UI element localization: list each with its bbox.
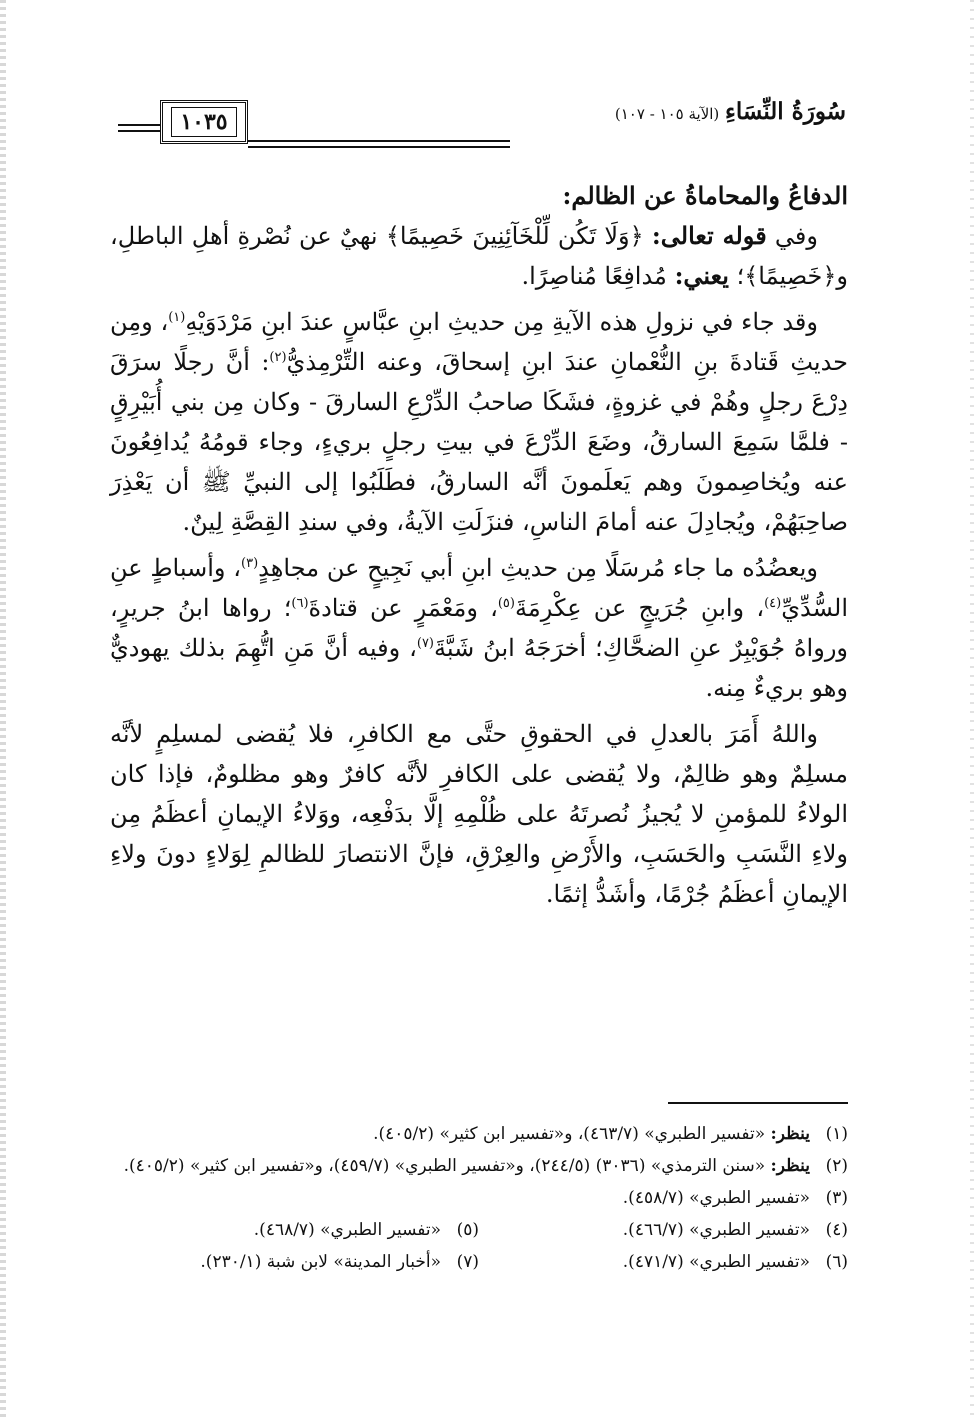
footnote-ref: (٢): [269, 350, 287, 365]
footnote-number: (١): [825, 1124, 848, 1144]
footnote-ref: (٧): [416, 636, 434, 651]
p1-bold: قوله تعالى:: [651, 221, 767, 250]
page-header: [118, 100, 846, 150]
surah-name: سُورَةُ النِّسَاءِ: [725, 98, 846, 125]
main-text: [110, 176, 848, 914]
header-rule-left: [118, 100, 160, 150]
p2-text-1: وقد جاء في نزولِ هذه الآيةِ مِن حديثِ ابنِ عبَّاسٍ عندَ ابنِ مَرْدَوَيْهِ: [185, 308, 818, 336]
p3-text-3: ، وابنِ جُرَيجٍ عن عِكْرِمَةَ: [514, 594, 765, 622]
footnote-lead: ينظر:: [770, 1156, 810, 1176]
footnote-text: «أخبار المدينة» لابن شبة (٢٣٠/١).: [200, 1252, 441, 1272]
p1-text: ﴿وَلَا تَكُن لِّلْخَآئِنِينَ خَصِيمًا﴾ نهيٌ عن نُصْرةِ أهلِ الباطلِ، و﴿خَصِيمًا﴾؛: [110, 222, 848, 290]
paragraph-3: [110, 548, 848, 708]
footnote-6: [479, 1246, 848, 1278]
footnote-7: [110, 1246, 479, 1278]
footnote-3: [110, 1182, 848, 1214]
footnote-1: [110, 1118, 848, 1150]
p3-text-5: ؛ رواها ابنُ جريرٍ، ورواهُ جُوَيْبِرٌ عنِ الضحَّاكِ؛ أخرَجَهُ ابنُ شَبَّةَ: [110, 594, 848, 662]
footnote-number: (٢): [825, 1156, 848, 1176]
footnote-4: [479, 1214, 848, 1246]
p3-text-4: ، ومَعْمَرٍ عن قتادةَ: [308, 594, 498, 622]
p3-text-6: ، وفيه أنَّ مَنِ اتُّهِمَ بذلك يهوديٌّ وهو بريءٌ مِنه.: [110, 634, 848, 702]
footnote-text: «تفسير الطبري» (٤٥٨/٧).: [622, 1188, 810, 1208]
footnote-number: (٤): [825, 1220, 848, 1240]
p2-text-3: : أنَّ رجلًا سرَقَ دِرْعَ رجلٍ وهُمْ في غزوةٍ، فشَكَا صاحبُ الدِّرْعِ السارقَ - وكان مِن بني أُبَيْرِقٍ - فلمَّا سَمِعَ السارقُ، وضَعَ الدِّرْعَ في بيتِ رجلٍ بريءٍ، وجاء قومُهُ يُدافِعُونَ عنه ويُخاصِمونَ وهم يَعلَمونَ أنَّه السارقُ، فطَلَبُوا إلى النبيِّ ﷺ أن يَعْذِرَ صاحِبَهُمْ، ويُجادِلَ عنه أمامَ الناسِ، فنزَلَتِ الآيةُ، وفي سندِ القِصَّةِ لِينٌ.: [110, 348, 848, 536]
p2-text-2: ، ومِن حديثِ قَتادةَ بنِ النُّعْمانِ عندَ ابنِ إسحاقَ، وعنه التِّرْمِذيُّ: [110, 308, 849, 376]
footnote-number: (٥): [456, 1220, 479, 1240]
section-title: الدفاعُ والمحاماةُ عن الظالم:: [562, 181, 848, 210]
footnote-5: [110, 1214, 479, 1246]
footnote-2: [110, 1150, 848, 1182]
p3-text-2: ، وأسباطٍ عنِ السُّدِّيِّ: [110, 554, 848, 622]
footnote-number: (٦): [825, 1252, 848, 1272]
p1-text-2: مُدافِعًا مُناصِرًا.: [521, 262, 667, 290]
surah-header: [516, 100, 846, 144]
footnote-lead: ينظر:: [770, 1124, 810, 1144]
footnote-separator: [668, 1102, 848, 1104]
footnote-text: «تفسير الطبري» (٤٦٣/٧)، و«تفسير ابن كثير» (٤٠٥/٢).: [373, 1124, 766, 1144]
scan-edge-left: [0, 0, 6, 1417]
footnote-text: «سنن الترمذي» (٣٠٣٦) (٢٤٤/٥)، و«تفسير الطبري» (٤٥٩/٧)، و«تفسير ابن كثير» (٤٠٥/٢).: [123, 1156, 766, 1176]
page-number-box: [160, 100, 248, 144]
footnotes: [110, 1118, 848, 1278]
footnote-ref: (١): [168, 310, 186, 325]
paragraph-4: واللهُ أَمَرَ بالعدلِ في الحقوقِ حتَّى مع الكافرِ، فلا يُقضى لمسلِمٍ لأنَّه مسلِمٌ وهو ظالِمٌ، ولا يُقضى على الكافرِ لأنَّه كافرٌ وهو مظلومٌ، فإذا كان الولاءُ للمؤمنِ لا يُجيزُ نُصرتَهُ على ظُلْمِهِ إلَّا بدَفْعِه، ووَلاءُ الإيمانِ أعظَمُ مِن ولاءِ النَّسَبِ والحَسَبِ، والأَرْضِ والعِرْقِ، فإنَّ الانتصارَ للظالمِ لِوَلاءٍ دونَ ولاءِ الإيمانِ أعظَمُ جُرْمًا، وأشَدُّ إثمًا.: [110, 720, 848, 908]
footnote-text: «تفسير الطبري» (٤٧١/٧).: [622, 1252, 810, 1272]
paragraph-1: [110, 216, 848, 296]
p3-text-1: ويعضُدُه ما جاء مُرسَلًا مِن حديثِ ابنِ أبي نَجِيحٍ عن مجاهِدٍ: [258, 554, 818, 582]
footnote-text: «تفسير الطبري» (٤٦٦/٧).: [622, 1220, 810, 1240]
footnote-ref: (٣): [241, 556, 259, 571]
footnote-row: [110, 1246, 848, 1278]
header-rule-right: [248, 100, 510, 150]
ayah-range: (الآية ١٠٥ - ١٠٧): [614, 105, 720, 123]
footnote-ref: (٥): [497, 596, 515, 611]
footnote-ref: (٦): [291, 596, 309, 611]
page-number: ١٠٣٥: [171, 107, 236, 137]
scan-edge-right: [970, 0, 974, 1417]
footnote-number: (٧): [456, 1252, 479, 1272]
footnote-number: (٣): [825, 1188, 848, 1208]
footnote-row: [110, 1214, 848, 1246]
p1-bold-2: يعني:: [674, 261, 729, 290]
footnote-text: «تفسير الطبري» (٤٦٨/٧).: [253, 1220, 441, 1240]
p1-lead: وفي: [774, 222, 818, 250]
paragraph-2: [110, 302, 848, 542]
footnote-ref: (٤): [764, 596, 782, 611]
